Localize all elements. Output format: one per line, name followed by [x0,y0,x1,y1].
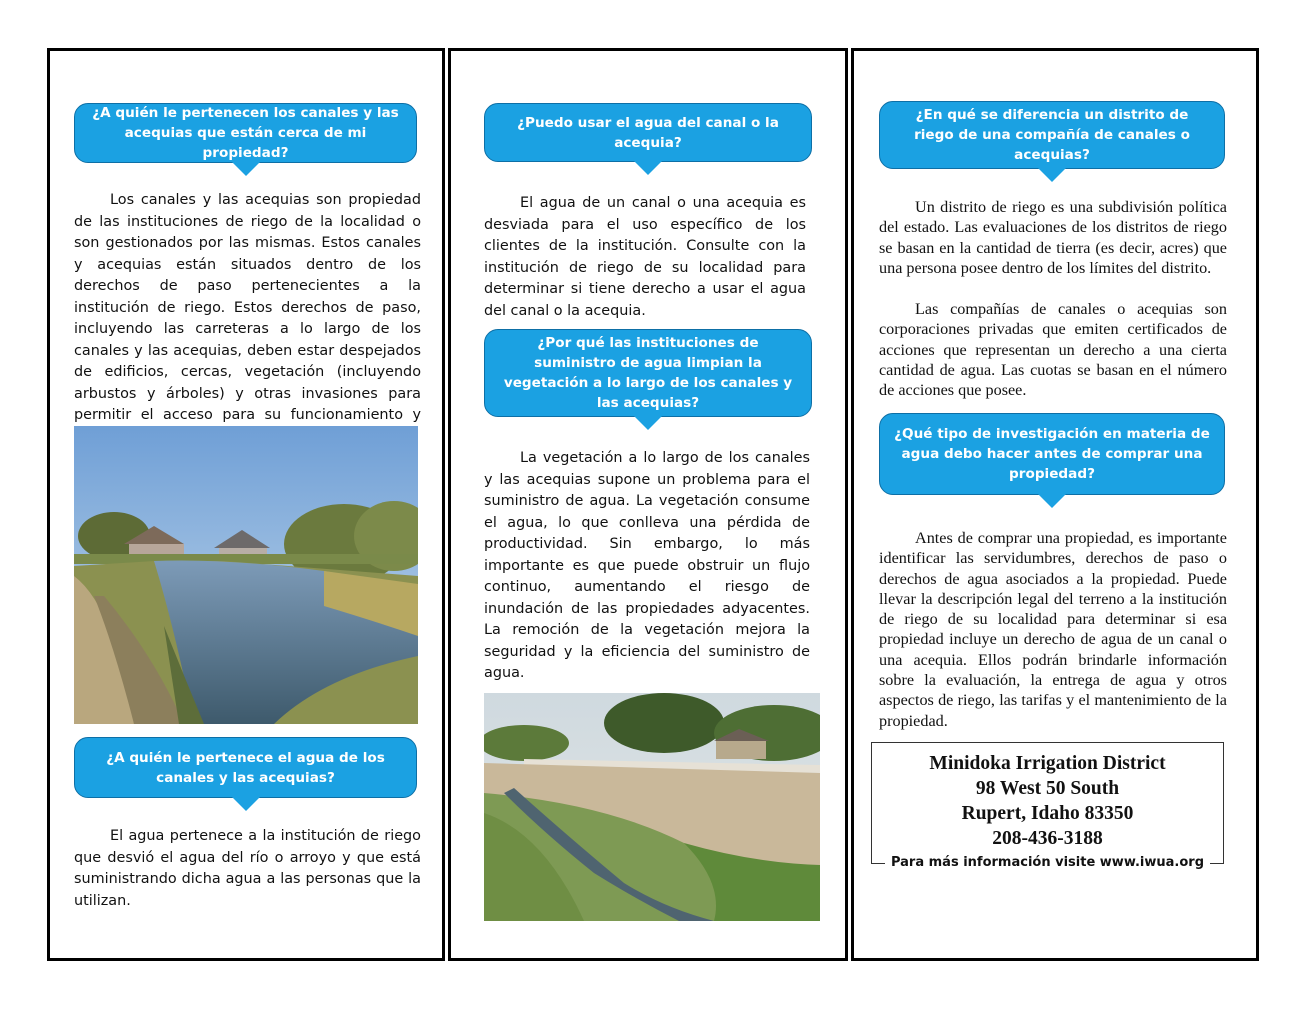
ditch-photo [484,693,820,921]
question-vegetation-cleaning: ¿Por qué las instituciones de suministro de agua limpian la vegetación a lo largo de los canales y las acequias? [484,329,812,417]
contact-box [871,742,1224,870]
district-name: Minidoka Irrigation District [929,753,1166,774]
question-use-canal-water: ¿Puedo usar el agua del canal o la acequia? [484,103,812,162]
answer-water-research: Antes de comprar una propiedad, es importante identificar las servidumbres, derechos de paso o derechos de agua asociados a la propiedad. Puede llevar la descripción legal del terreno a la institución de riego de su localidad para determinar si esa propiedad incluye un derecho de agua de un canal o una acequia. Ellos podrán brindarle información sobre la evaluación, la entrega de agua y otros aspectos de riego, las tarifas y el mantenimiento de la propiedad. [879,529,1227,730]
more-info-link[interactable]: Para más información visite www.iwua.org [885,855,1210,870]
question-district-vs-company: ¿En qué se diferencia un distrito de riego de una compañía de canales o acequias? [879,101,1225,169]
question-water-research: ¿Qué tipo de investigación en materia de agua debo hacer antes de comprar una propiedad? [879,413,1225,495]
answer-canal-ownership: Los canales y las acequias son propiedad de las instituciones de riego de la localidad o son gestionados por las mismas. Estos canales y acequias están situados dentro de los derechos de paso pertenecientes a la institución de riego. Estos derechos de paso, incluyendo las carreteras a lo largo de los canales y las acequias, deben estar despejados de edificios, cercas, vegetación (incluyendo arbustos y árboles) y otras invasiones para permitir el acceso para su funcionamiento y [74,192,421,423]
question-canal-ownership: ¿A quién le pertenecen los canales y las acequias que están cerca de mi propiedad? [74,103,417,163]
answer-vegetation-cleaning: La vegetación a lo largo de los canales y las acequias supone un problema para el suministro de agua. La vegetación consume el agua, lo que conlleva una pérdida de productividad. Sin embargo, lo más importante es que puede obstruir un flujo continuo, aumentando el riesgo de inundación de las propiedades adyacentes. La remoción de la vegetación mejora la seguridad y la eficiencia del suministro de agua. [484,450,810,681]
district-phone: 208-436-3188 [992,828,1103,849]
question-water-ownership: ¿A quién le pertenece el agua de los canales y las acequias? [74,737,417,798]
answer-water-ownership: El agua pertenece a la institución de riego que desvió el agua del río o arroyo y que está suministrando dicha agua a las personas que la utilizan. [74,828,421,909]
district-address: 98 West 50 South [975,778,1120,799]
answer-district: Un distrito de riego es una subdivisión política del estado. Las evaluaciones de los distritos de riego se basan en la cantidad de tierra (es decir, acres) que una persona posee dentro de los límites del distrito. [879,198,1227,277]
district-city: Rupert, Idaho 83350 [961,803,1134,824]
answer-use-canal-water: El agua de un canal o una acequia es desviada para el uso específico de los clientes de la institución. Consulte con la institución de riego de su localidad para determinar si tiene derecho a usar el agua del canal o la acequia. [484,195,806,319]
canal-photo [74,426,418,724]
answer-company: Las compañías de canales o acequias son corporaciones privadas que emiten certificados de acciones que representan un derecho a una cierta cantidad de agua. Las cuotas se basan en el número de acciones que posee. [879,300,1227,400]
